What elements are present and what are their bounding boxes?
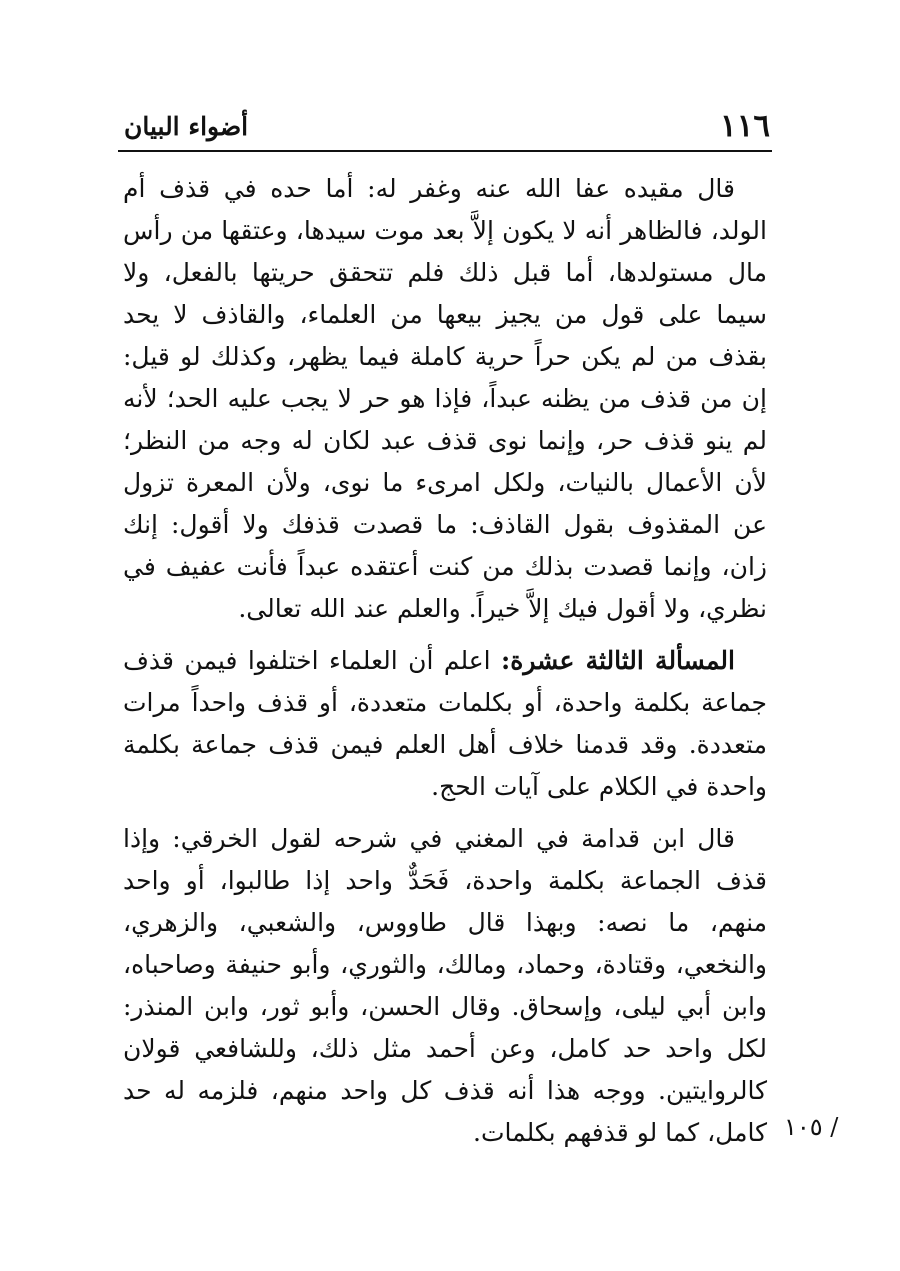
paragraph-1-text: قال مقيده عفا الله عنه وغفر له: أما حده في قذف أم الولد، فالظاهر أنه لا يكون إلاَّ بعد موت سيدها، وعتقها من رأس مال مستولدها، أما قبل ذلك فلم تتحقق حريتها بالفعل، ولا سيما على قول من يجيز بيعها من العلماء، والقاذف لا يحد بقذف من لم يكن حراً حرية كاملة فيما يظهر، وكذلك لو قيل: إن من قذف من يظنه عبداً، فإذا هو حر لا يجب عليه الحد؛ لأنه لم ينو قذف حر، وإنما نوى قذف عبد لكان له وجه من النظر؛ لأن الأعمال بالنيات، ولكل امرىء ما نوى، ولأن المعرة تزول عن المقذوف بقول القاذف: ما قصدت قذفك ولا أقول: إنك زان، وإنما قصدت بذلك من كنت أعتقده عبداً فأنت عفيف في نظري، ولا أقول فيك إلاَّ خيراً. والعلم عند الله تعالى. <box>123 174 767 623</box>
page-header <box>118 108 772 148</box>
running-title: أضواء البيان <box>124 112 249 141</box>
margin-reference: ١٠٥ / <box>784 1113 839 1141</box>
body-text <box>123 168 767 1154</box>
paragraph-3-text: قال ابن قدامة في المغني في شرحه لقول الخرقي: وإذا قذف الجماعة بكلمة واحدة، فَحَدٌّ واحد إذا طالبوا، أو واحد منهم، ما نصه: وبهذا قال طاووس، والشعبي، والزهري، والنخعي، وقتادة، وحماد، ومالك، والثوري، وأبو حنيفة وصاحباه، وابن أبي ليلى، وإسحاق. وقال الحسن، وأبو ثور، وابن المنذر: لكل واحد حد كامل، وعن أحمد مثل ذلك، وللشافعي قولان كالروايتين. ووجه هذا أنه قذف كل واحد منهم، فلزمه له حد كامل، كما لو قذفهم بكلمات. <box>123 824 767 1147</box>
paragraph-3 <box>123 818 767 1154</box>
paragraph-2-text: اعلم أن العلماء اختلفوا فيمن قذف جماعة بكلمة واحدة، أو بكلمات متعددة، أو قذف واحداً مرات متعددة. وقد قدمنا خلاف أهل العلم فيمن قذف جماعة بكلمة واحدة في الكلام على آيات الحج. <box>123 646 767 801</box>
issue-heading: المسألة الثالثة عشرة: <box>501 646 735 675</box>
header-rule <box>118 150 772 152</box>
paragraph-1 <box>123 168 767 630</box>
paragraph-2 <box>123 640 767 808</box>
page-number: ١١٦ <box>720 108 770 144</box>
